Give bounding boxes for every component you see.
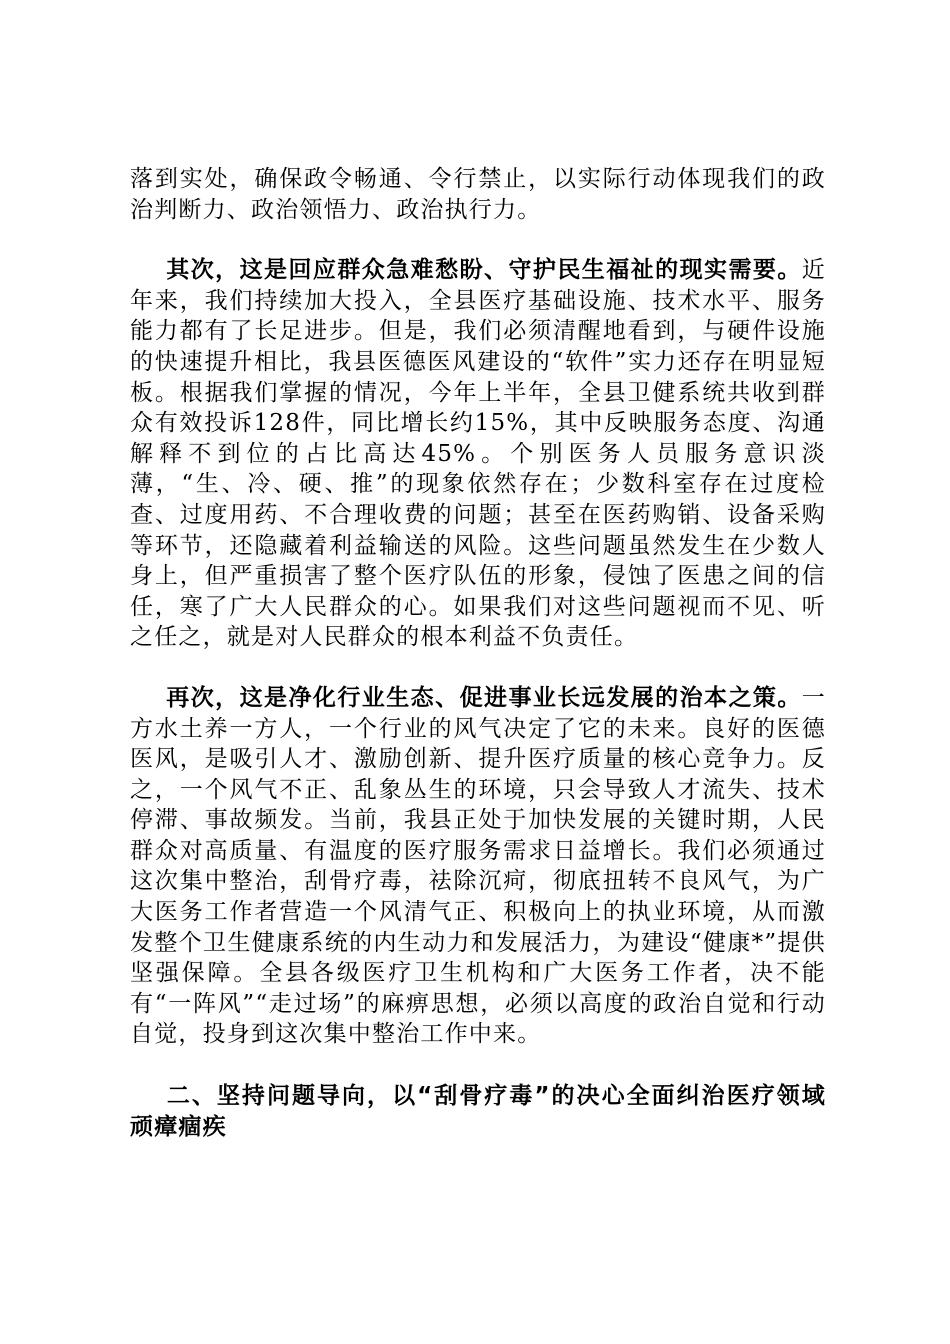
paragraph-lead-sentence: 再次，这是净化行业生态、促进事业长远发展的治本之策。 [166, 684, 802, 711]
paragraph-text: 一方水土养一方人，一个行业的风气决定了它的未来。良好的医德医风，是吸引人才、激励创新、提升医疗质量的核心竞争力。反之，一个风气不正、乱象丛生的环境，只会导致人才流失、技术停滞、事故频发。当前，我县正处于加快发展的关键时期，人民群众对高质量、有温度的医疗服务需求日益增长。我们必须通过这次集中整治，刮骨疗毒，祛除沉疴，彻底扭转不良风气，为广大医务工作者营造一个风清气正、积极向上的执业环境，从而激发整个卫生健康系统的内生动力和发展活力，为建设“健康*”提供坚强保障。全县各级医疗卫生机构和广大医务工作者，决不能有“一阵风”“走过场”的麻痹思想，必须以高度的政治自觉和行动自觉，投身到这次集中整治工作中来。 [130, 684, 826, 1048]
document-body [130, 164, 826, 1142]
paragraph-lead-sentence: 其次，这是回应群众急难愁盼、守护民生福祉的现实需要。 [166, 257, 802, 284]
paragraph-text: 近年来，我们持续加大投入，全县医疗基础设施、技术水平、服务能力都有了长足进步。但是，我们必须清醒地看到，与硬件设施的快速提升相比，我县医德医风建设的“软件”实力还存在明显短板。根据我们掌握的情况，今年上半年，全县卫健系统共收到群众有效投诉128件，同比增长约15%，其中反映服务态度、沟通解释不到位的占比高达45%。个别医务人员服务意识淡薄，“生、冷、硬、推”的现象依然存在；少数科室存在过度检查、过度用药、不合理收费的问题；甚至在医药购销、设备采购等环节，还隐藏着利益输送的风险。这些问题虽然发生在少数人身上，但严重损害了整个医疗队伍的形象，侵蚀了医患之间的信任，寒了广大人民群众的心。如果我们对这些问题视而不见、听之任之，就是对人民群众的根本利益不负责任。 [130, 257, 826, 651]
section-heading [130, 1081, 826, 1142]
paragraph-third-reason [130, 683, 826, 1050]
section-heading-text: 二、坚持问题导向，以“刮骨疗毒”的决心全面纠治医疗领域顽瘴痼疾 [130, 1083, 826, 1140]
paragraph-second-reason [130, 255, 826, 653]
paragraph-continuation [130, 164, 826, 225]
paragraph-text: 落到实处，确保政令畅通、令行禁止，以实际行动体现我们的政治判断力、政治领悟力、政治执行力。 [130, 166, 826, 223]
